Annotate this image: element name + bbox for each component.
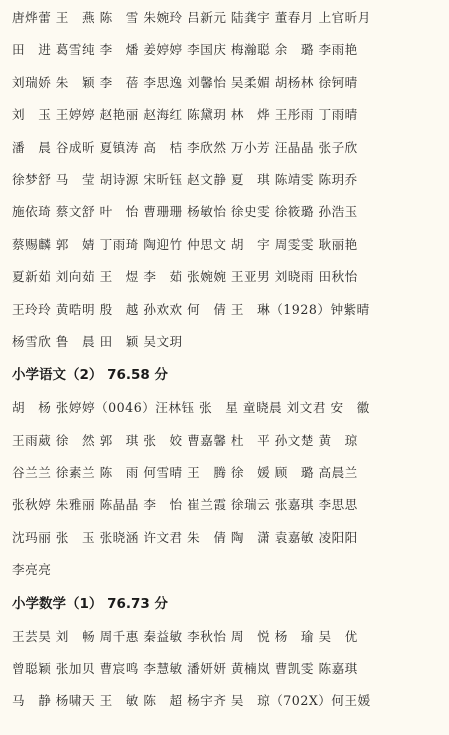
name-list-block-1 bbox=[12, 2, 439, 358]
name-list-block-3 bbox=[12, 621, 439, 718]
name-line: 沈玛丽 张 玉 张晓涵 许文君 朱 倩 陶 潇 袁嘉敏 凌阳阳 bbox=[12, 529, 358, 545]
name-line: 刘瑞娇 朱 颖 李 蓓 李思逸 刘馨怡 吴柔媚 胡杨林 徐钶晴 bbox=[12, 74, 358, 90]
name-line: 曾聪颖 张加贝 曹宸鸣 李慧敏 潘妍妍 黄楠岚 曹凯雯 陈嘉琪 bbox=[12, 661, 358, 677]
name-line: 田 进 葛雪纯 李 燔 姜婷婷 李国庆 梅瀚聪 余 璐 李雨艳 bbox=[12, 42, 358, 58]
name-line: 施依琦 蔡文舒 叶 怡 曹珊珊 杨敏怡 徐史雯 徐筱璐 孙浩玉 bbox=[12, 204, 358, 220]
section-heading-math-1: 小学数学（1） 76.73 分 bbox=[12, 595, 168, 612]
name-line: 杨雪欣 鲁 晨 田 颖 吴文玥 bbox=[12, 333, 183, 349]
name-line: 谷兰兰 徐素兰 陈 雨 何雪晴 王 腾 徐 媛 顾 璐 高晨兰 bbox=[12, 465, 358, 481]
name-line: 马 静 杨啸天 王 敏 陈 超 杨宇齐 吴 琼（702X）何王媛 bbox=[12, 693, 371, 709]
name-line: 张秋婷 朱雅丽 陈晶晶 李 怡 崔兰霞 徐瑞云 张嘉琪 李思思 bbox=[12, 497, 358, 513]
name-line: 胡 杨 张婷婷（0046）汪林钰 张 星 童晓晨 刘文君 安 徽 bbox=[12, 400, 370, 416]
name-list-block-2 bbox=[12, 392, 439, 586]
name-line: 刘 玉 王婷婷 赵艳丽 赵海红 陈黛玥 林 烨 王彤雨 丁雨晴 bbox=[12, 107, 358, 123]
name-line: 徐梦舒 马 莹 胡诗源 宋昕钰 赵文静 夏 琪 陈靖雯 陈玥乔 bbox=[12, 171, 358, 187]
name-line: 唐烨蕾 王 燕 陈 雪 朱婉玲 吕新元 陆龚宇 董春月 上官昕月 bbox=[12, 10, 371, 25]
name-line: 潘 晨 谷成昕 夏镇涛 高 桔 李欣然 万小芳 汪晶晶 张子欣 bbox=[12, 139, 358, 155]
section-heading-chinese-2: 小学语文（2） 76.58 分 bbox=[12, 367, 168, 384]
name-line: 王玲玲 黄晧明 殷 越 孙欢欢 何 倩 王 琳（1928）钟紫晴 bbox=[12, 301, 370, 317]
name-line: 李亮亮 bbox=[12, 562, 52, 578]
name-line: 夏新茹 刘向茹 王 煜 李 茹 张婉婉 王亚男 刘晓雨 田秋怡 bbox=[12, 269, 358, 285]
name-line: 王雨葳 徐 然 郭 琪 张 姣 曹嘉馨 杜 平 孙文楚 黄 琼 bbox=[12, 432, 358, 448]
name-line: 王芸昊 刘 畅 周千惠 秦益敏 李秋怡 周 悦 杨 瑜 吴 优 bbox=[12, 628, 358, 644]
name-line: 蔡赐麟 郭 婧 丁雨琦 陶迎竹 仲思文 胡 宇 周雯雯 耿丽艳 bbox=[12, 236, 358, 252]
